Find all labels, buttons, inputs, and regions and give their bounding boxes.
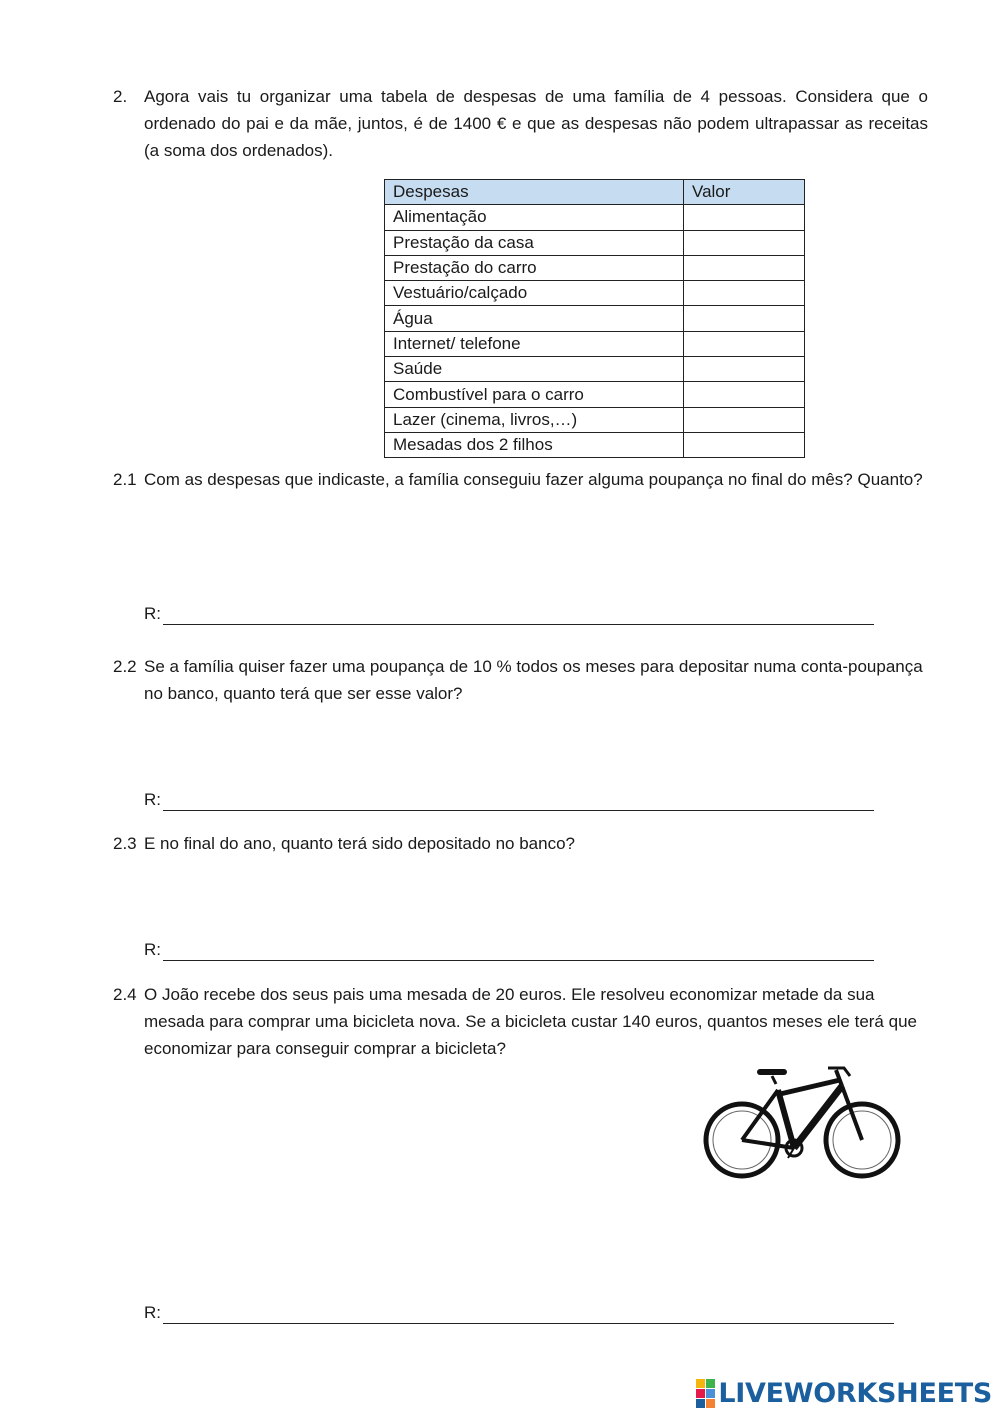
expense-label: Água xyxy=(385,306,684,331)
answer-label: R: xyxy=(144,604,161,623)
expense-label: Saúde xyxy=(385,357,684,382)
answer-input[interactable] xyxy=(163,794,874,811)
expense-value-cell[interactable] xyxy=(684,357,805,382)
expense-value-cell[interactable] xyxy=(684,306,805,331)
expense-label: Combustível para o carro xyxy=(385,382,684,407)
bicycle-icon xyxy=(702,1060,902,1185)
expense-label: Prestação do carro xyxy=(385,255,684,280)
question-2-2 xyxy=(113,653,928,707)
expense-value-cell[interactable] xyxy=(684,407,805,432)
table-row xyxy=(385,382,805,407)
column-header-valor: Valor xyxy=(684,180,805,205)
question-2 xyxy=(113,83,928,164)
table-row xyxy=(385,205,805,230)
question-text: Com as despesas que indicaste, a família conseguiu fazer alguma poupança no final do mês? Quanto? xyxy=(144,470,923,489)
table-row xyxy=(385,357,805,382)
answer-label: R: xyxy=(144,790,161,809)
answer-input[interactable] xyxy=(163,944,874,961)
expense-value-cell[interactable] xyxy=(684,281,805,306)
expense-label: Prestação da casa xyxy=(385,230,684,255)
answer-line-2-3 xyxy=(144,939,874,961)
brand-name: LIVEWORKSHEETS xyxy=(718,1377,992,1409)
liveworksheets-logo-icon xyxy=(696,1379,715,1408)
table-row xyxy=(385,255,805,280)
expense-label: Mesadas dos 2 filhos xyxy=(385,432,684,457)
table-row xyxy=(385,407,805,432)
table-row xyxy=(385,306,805,331)
expense-label: Lazer (cinema, livros,…) xyxy=(385,407,684,432)
expense-value-cell[interactable] xyxy=(684,382,805,407)
question-number: 2. xyxy=(113,87,128,106)
expense-label: Vestuário/calçado xyxy=(385,281,684,306)
expense-value-cell[interactable] xyxy=(684,205,805,230)
expense-value-cell[interactable] xyxy=(684,331,805,356)
answer-label: R: xyxy=(144,940,161,959)
question-number: 2.2 xyxy=(113,657,137,676)
expense-label: Alimentação xyxy=(385,205,684,230)
question-2-4 xyxy=(113,981,928,1062)
question-text: Se a família quiser fazer uma poupança de 10 % todos os meses para depositar numa conta-poupança no banco, quanto terá que ser esse valor? xyxy=(144,657,923,703)
question-text: O João recebe dos seus pais uma mesada de 20 euros. Ele resolveu economizar metade da sua mesada para comprar uma bicicleta nova. Se a bicicleta custar 140 euros, quantos meses ele terá que economizar para conseguir comprar a bicicleta? xyxy=(144,985,917,1058)
expense-value-cell[interactable] xyxy=(684,255,805,280)
answer-input[interactable] xyxy=(163,608,874,625)
answer-input[interactable] xyxy=(163,1307,894,1324)
table-row xyxy=(385,281,805,306)
answer-line-2-4 xyxy=(144,1302,894,1324)
expenses-table xyxy=(384,179,805,458)
question-number: 2.3 xyxy=(113,834,137,853)
expense-value-cell[interactable] xyxy=(684,230,805,255)
table-header-row xyxy=(385,180,805,205)
question-number: 2.4 xyxy=(113,985,137,1004)
column-header-despesas: Despesas xyxy=(385,180,684,205)
question-number: 2.1 xyxy=(113,470,137,489)
question-2-1 xyxy=(113,466,928,493)
question-text: E no final do ano, quanto terá sido depositado no banco? xyxy=(144,834,576,853)
table-row xyxy=(385,331,805,356)
liveworksheets-brand xyxy=(696,1377,992,1409)
answer-line-2-1 xyxy=(144,603,874,625)
expense-value-cell[interactable] xyxy=(684,432,805,457)
table-row xyxy=(385,230,805,255)
answer-line-2-2 xyxy=(144,789,874,811)
table-row xyxy=(385,432,805,457)
question-text: Agora vais tu organizar uma tabela de despesas de uma família de 4 pessoas. Considera que o ordenado do pai e da mãe, juntos, é de 1400 € e que as despesas não podem ultrapassar as receitas (a soma dos ordenados). xyxy=(144,87,928,160)
expense-label: Internet/ telefone xyxy=(385,331,684,356)
question-2-3 xyxy=(113,830,928,857)
answer-label: R: xyxy=(144,1303,161,1322)
